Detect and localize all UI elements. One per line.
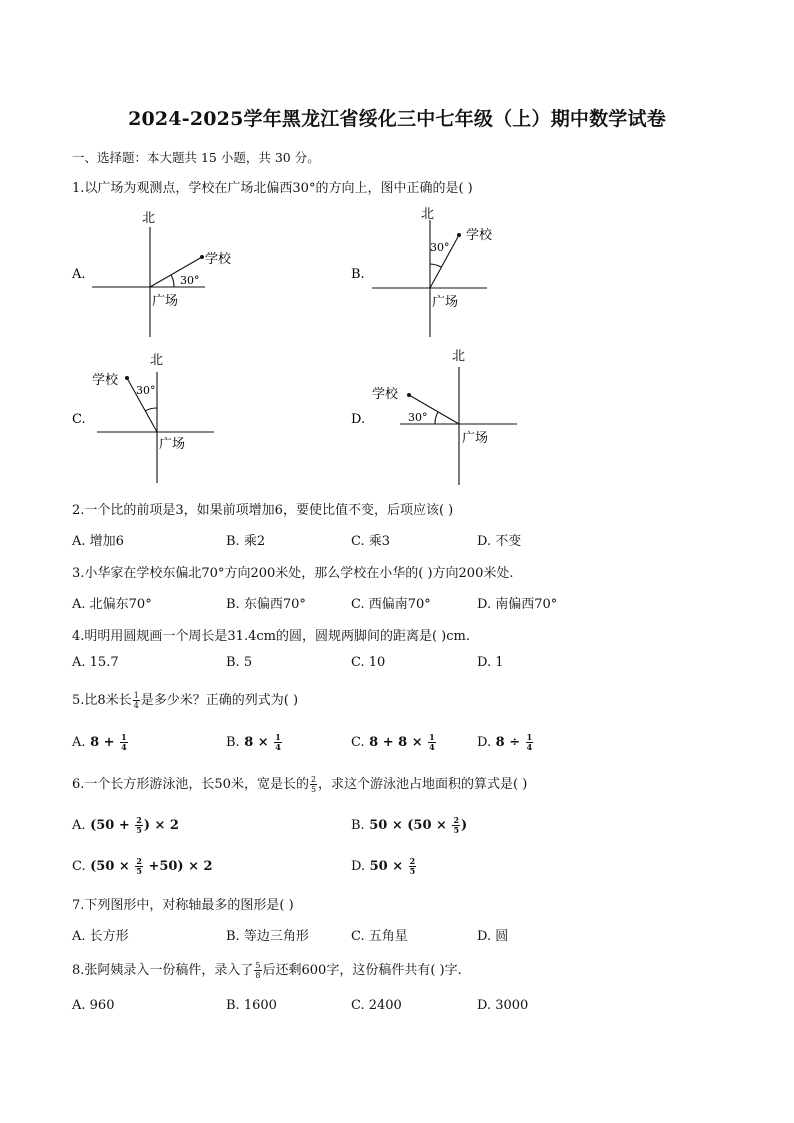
q5-option-b[interactable]: B. 8 × $\frac{1}{4}$ xyxy=(226,732,281,752)
q6-option-a[interactable]: A. (50 + $\frac{2}{5}$ ) × 2 xyxy=(72,815,179,835)
q4-option-d[interactable]: D. 1 xyxy=(477,655,504,670)
q5-option-a[interactable]: A. 8 + $\frac{1}{4}$ xyxy=(72,732,127,752)
q1-b-square: 广场 xyxy=(432,295,459,310)
q1-b-north: 北 xyxy=(421,207,435,222)
q4-option-a[interactable]: A. 15.7 xyxy=(72,655,119,670)
q1-a-angle: 30° xyxy=(180,274,200,287)
q1-diagram-d xyxy=(400,367,517,485)
q8-option-d[interactable]: D. 3000 xyxy=(477,998,529,1013)
q1-diagrams xyxy=(0,200,794,500)
q1-a-square: 广场 xyxy=(152,294,179,309)
q5-fraction xyxy=(133,691,140,710)
q5-option-c[interactable]: C. 8 + 8 × $\frac{1}{4}$ xyxy=(351,732,435,752)
q7-option-b[interactable]: B. 等边三角形 xyxy=(226,929,309,944)
question-3-text: 3.小华家在学校东偏北70°方向200米处，那么学校在小华的( )方向200米处. xyxy=(72,566,514,581)
q8-text-post: 后还剩600字，这份稿件共有( )字. xyxy=(262,963,462,978)
q5-text-post: 是多少米？正确的列式为( ) xyxy=(140,693,299,708)
q3-option-d[interactable]: D. 南偏西70° xyxy=(477,597,558,612)
section-heading: 一、选择题：本大题共 15 小题，共 30 分。 xyxy=(72,150,320,165)
question-8-text xyxy=(72,959,462,980)
q1-a-north: 北 xyxy=(142,211,156,226)
q6-fraction: $\frac{2}{5}$ xyxy=(310,775,317,794)
q8-fraction: $\frac{5}{8}$ xyxy=(255,961,261,980)
question-1-text: 1.以广场为观测点，学校在广场北偏西30°的方向上，图中正确的是( ) xyxy=(72,181,473,196)
q1-d-school-dot xyxy=(407,393,411,397)
q7-option-c[interactable]: C. 五角星 xyxy=(351,929,408,944)
question-7-text: 7.下列图形中，对称轴最多的图形是( ) xyxy=(72,898,294,913)
q8-option-a[interactable]: A. 960 xyxy=(72,998,115,1013)
q1-d-angle: 30° xyxy=(408,411,428,424)
q1-c-school-dot xyxy=(125,376,129,380)
q2-option-c[interactable]: C. 乘3 xyxy=(351,534,391,549)
q1-a-school-dot xyxy=(200,255,204,259)
q5-option-d[interactable]: D. 8 ÷ $\frac{1}{4}$ xyxy=(477,732,533,752)
q3-option-b[interactable]: B. 东偏西70° xyxy=(226,597,306,612)
question-5-text xyxy=(72,689,298,710)
q8-option-b[interactable]: B. 1600 xyxy=(226,998,277,1013)
q1-d-square: 广场 xyxy=(462,431,489,446)
q7-option-d[interactable]: D. 圆 xyxy=(477,929,509,944)
q4-option-b[interactable]: B. 5 xyxy=(226,655,253,670)
q7-option-a[interactable]: A. 长方形 xyxy=(72,929,129,944)
q2-option-a[interactable]: A. 增加6 xyxy=(72,534,124,549)
q1-d-north: 北 xyxy=(452,349,466,364)
q1-b-angle: 30° xyxy=(430,241,450,254)
q2-option-d[interactable]: D. 不变 xyxy=(477,534,522,549)
q1-d-school: 学校 xyxy=(372,387,399,402)
q6-option-d[interactable]: D. 50 × $\frac{2}{5}$ xyxy=(351,856,416,876)
q5-text-pre: 5.比8米长 xyxy=(72,693,132,708)
q1-option-d-label[interactable]: D. xyxy=(351,412,366,427)
q2-option-b[interactable]: B. 乘2 xyxy=(226,534,266,549)
q6-text-pre: 6.一个长方形游泳池，长50米，宽是长的 xyxy=(72,777,309,792)
question-4-text: 4.明明用圆规画一个周长是31.4cm的圆，圆规两脚间的距离是( )cm. xyxy=(72,629,470,644)
q8-option-c[interactable]: C. 2400 xyxy=(351,998,402,1013)
q1-c-square: 广场 xyxy=(159,437,186,452)
q1-b-school: 学校 xyxy=(466,228,493,243)
q1-b-school-dot xyxy=(457,233,461,237)
q6-text-post: ，求这个游泳池占地面积的算式是( ) xyxy=(318,777,528,792)
question-6-text xyxy=(72,773,527,794)
q1-option-a-label[interactable]: A. xyxy=(72,267,86,282)
q1-option-c-label[interactable]: C. xyxy=(72,412,86,427)
question-2-text: 2.一个比的前项是3，如果前项增加6，要使比值不变，后项应该( ) xyxy=(72,503,454,518)
q6-option-b[interactable]: B. 50 × (50 × $\frac{2}{5}$ ) xyxy=(351,815,468,835)
q1-option-b-label[interactable]: B. xyxy=(351,267,365,282)
q8-text-pre: 8.张阿姨录入一份稿件，录入了 xyxy=(72,963,254,978)
q1-c-angle: 30° xyxy=(136,384,156,397)
q3-option-a[interactable]: A. 北偏东70° xyxy=(72,597,152,612)
q1-a-school: 学校 xyxy=(205,252,232,267)
q5-fraction-num: 1 xyxy=(133,691,139,700)
page-title: 2024-2025学年黑龙江省绥化三中七年级（上）期中数学试卷 xyxy=(128,108,666,130)
q1-c-school: 学校 xyxy=(92,373,119,388)
q1-diagram-c xyxy=(97,372,214,483)
q1-c-north: 北 xyxy=(150,353,164,368)
q6-option-c[interactable]: C. (50 × $\frac{2}{5}$ +50) × 2 xyxy=(72,856,213,876)
q3-option-c[interactable]: C. 西偏南70° xyxy=(351,597,431,612)
q5-fraction-den: 4 xyxy=(133,701,139,710)
q4-option-c[interactable]: C. 10 xyxy=(351,655,386,670)
